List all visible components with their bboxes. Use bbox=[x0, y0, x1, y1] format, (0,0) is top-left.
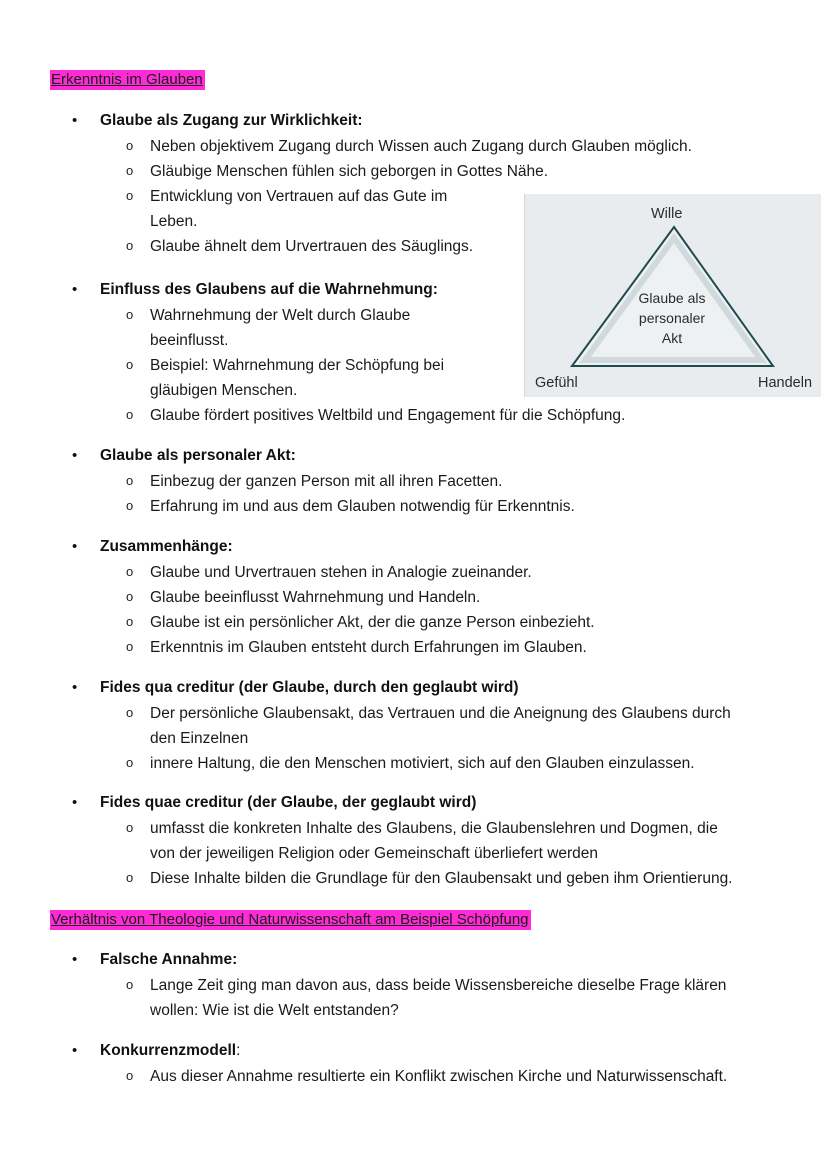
bullet-marker: • bbox=[72, 951, 78, 968]
sub-marker: o bbox=[126, 820, 134, 835]
sub-marker: o bbox=[126, 639, 134, 654]
section-title: Fides quae creditur (der Glaube, der geglaubt wird) bbox=[100, 794, 477, 811]
list-item: Erkenntnis im Glauben entsteht durch Erfahrungen im Glauben. bbox=[150, 639, 587, 656]
diagram-label-top: Wille bbox=[651, 206, 683, 222]
list-item: Beispiel: Wahrnehmung der Schöpfung bei bbox=[150, 357, 445, 374]
list-item: umfasst die konkreten Inhalte des Glaubens, die Glaubenslehren und Dogmen, die bbox=[150, 820, 718, 837]
sub-marker: o bbox=[126, 589, 134, 604]
bullet-marker: • bbox=[72, 1042, 78, 1059]
list-item: Einbezug der ganzen Person mit all ihren Facetten. bbox=[150, 473, 503, 490]
diagram-center-line: Akt bbox=[661, 330, 683, 346]
sub-marker: o bbox=[126, 163, 134, 178]
list-item: Aus dieser Annahme resultierte ein Konflikt zwischen Kirche und Naturwissenschaft. bbox=[150, 1068, 728, 1085]
section-title: Zusammenhänge: bbox=[100, 538, 233, 555]
list-item: Glaube ist ein persönlicher Akt, der die ganze Person einbezieht. bbox=[150, 614, 595, 631]
sub-marker: o bbox=[126, 238, 134, 253]
diagram-center-line: personaler bbox=[638, 310, 706, 326]
diagram-label-right: Handeln bbox=[758, 375, 813, 391]
list-item: Glaube und Urvertrauen stehen in Analogie zueinander. bbox=[150, 564, 532, 581]
list-item: Der persönliche Glaubensakt, das Vertrauen und die Aneignung des Glaubens durch bbox=[150, 705, 731, 722]
list-item: Neben objektivem Zugang durch Wissen auch Zugang durch Glauben möglich. bbox=[150, 138, 692, 155]
sub-marker: o bbox=[126, 614, 134, 629]
list-item: innere Haltung, die den Menschen motiviert, sich auf den Glauben einzulassen. bbox=[150, 755, 695, 772]
sub-marker: o bbox=[126, 138, 134, 153]
bullet-marker: • bbox=[72, 112, 78, 129]
list-item: Glaube ähnelt dem Urvertrauen des Säuglings. bbox=[150, 238, 474, 255]
section-title: Falsche Annahme: bbox=[100, 951, 238, 968]
sub-marker: o bbox=[126, 977, 134, 992]
sub-marker: o bbox=[126, 1068, 134, 1083]
sub-marker: o bbox=[126, 755, 134, 770]
list-item-continuation: wollen: Wie ist die Welt entstanden? bbox=[150, 1002, 399, 1019]
list-item: Glaube fördert positives Weltbild und Engagement für die Schöpfung. bbox=[150, 407, 626, 424]
bullet-marker: • bbox=[72, 538, 78, 555]
bullet-marker: • bbox=[72, 447, 78, 464]
list-item: Entwicklung von Vertrauen auf das Gute im bbox=[150, 188, 448, 205]
sub-marker: o bbox=[126, 705, 134, 720]
bullet-marker: • bbox=[72, 679, 78, 696]
triangle-diagram bbox=[524, 194, 821, 397]
sub-marker: o bbox=[126, 564, 134, 579]
list-item: Gläubige Menschen fühlen sich geborgen in Gottes Nähe. bbox=[150, 163, 549, 180]
bullet-marker: • bbox=[72, 794, 78, 811]
list-item-continuation: von der jeweiligen Religion oder Gemeinschaft überliefert werden bbox=[150, 845, 599, 862]
list-item-continuation: gläubigen Menschen. bbox=[150, 382, 298, 399]
list-item: Diese Inhalte bilden die Grundlage für den Glaubensakt und geben ihm Orientierung. bbox=[150, 870, 733, 887]
list-item: Glaube beeinflusst Wahrnehmung und Handeln. bbox=[150, 589, 481, 606]
section-title-text: Konkurrenzmodell bbox=[100, 1042, 237, 1059]
list-item-continuation: beeinflusst. bbox=[150, 332, 229, 349]
sub-marker: o bbox=[126, 498, 134, 513]
sub-marker: o bbox=[126, 473, 134, 488]
diagram-center-line: Glaube als bbox=[638, 290, 706, 306]
heading-erkenntnis: Erkenntnis im Glauben bbox=[51, 71, 203, 88]
list-item: Wahrnehmung der Welt durch Glaube bbox=[150, 307, 411, 324]
sub-marker: o bbox=[126, 307, 134, 322]
sub-marker: o bbox=[126, 407, 134, 422]
diagram-label-left: Gefühl bbox=[535, 375, 578, 391]
list-item: Lange Zeit ging man davon aus, dass beide Wissensbereiche dieselbe Frage klären bbox=[150, 977, 727, 994]
section-title bbox=[100, 1039, 240, 1063]
heading-verhaeltnis: Verhältnis von Theologie und Naturwissenschaft am Beispiel Schöpfung bbox=[51, 911, 529, 928]
sub-marker: o bbox=[126, 357, 134, 372]
sub-marker: o bbox=[126, 188, 134, 203]
section-title: Fides qua creditur (der Glaube, durch den geglaubt wird) bbox=[100, 679, 519, 696]
sub-marker: o bbox=[126, 870, 134, 885]
section-title: Glaube als Zugang zur Wirklichkeit: bbox=[100, 112, 363, 129]
bullet-marker: • bbox=[72, 281, 78, 298]
section-title-suffix: : bbox=[236, 1042, 241, 1059]
list-item: Erfahrung im und aus dem Glauben notwendig für Erkenntnis. bbox=[150, 498, 575, 515]
diagram-center-label bbox=[622, 288, 722, 348]
list-item-continuation: Leben. bbox=[150, 213, 198, 230]
list-item-continuation: den Einzelnen bbox=[150, 730, 249, 747]
section-title: Glaube als personaler Akt: bbox=[100, 447, 296, 464]
section-title: Einfluss des Glaubens auf die Wahrnehmung: bbox=[100, 281, 438, 298]
